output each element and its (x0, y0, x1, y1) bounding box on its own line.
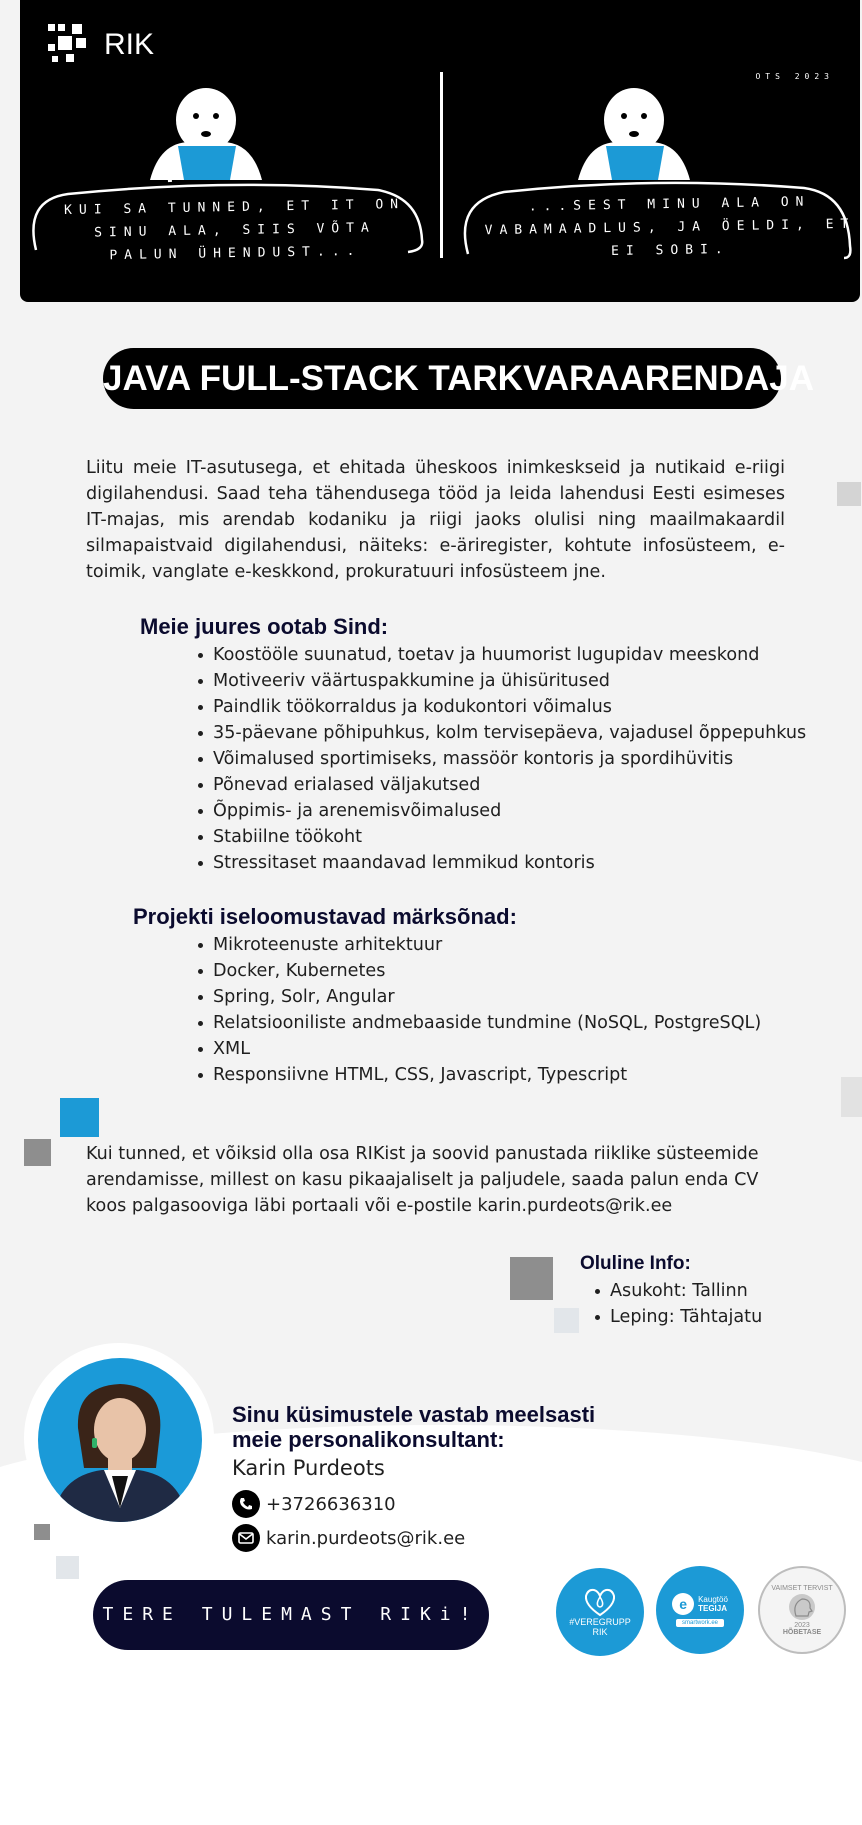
speech-text-right: ...SEST MINU ALA ON VABAMAADLUS, JA ÖELDI, ET EI SOBI. (484, 194, 856, 260)
phone-number[interactable]: +3726636310 (266, 1493, 396, 1515)
decor-square (554, 1308, 579, 1333)
list-item: Responsiivne HTML, CSS, Javascript, Typescript (197, 1062, 761, 1088)
comic-divider (440, 72, 443, 258)
logo-text: RIK (104, 28, 155, 61)
contact-phone[interactable] (232, 1490, 396, 1518)
list-item: Põnevad erialased väljakutsed (197, 772, 806, 798)
phone-icon (232, 1490, 260, 1518)
tervis-label: VAIMSET TERVIST (771, 1584, 833, 1592)
contact-email[interactable] (232, 1524, 465, 1552)
list-item: Asukoht: Tallinn (594, 1278, 762, 1304)
veregrupp-badge (556, 1568, 644, 1656)
kaugtoo-label: Kaugtöö (698, 1595, 728, 1604)
decor-square (34, 1524, 50, 1540)
info-heading: Oluline Info: (580, 1253, 691, 1274)
list-item: Stressitaset maandavad lemmikud kontoris (197, 850, 806, 876)
veregrupp-sub: RIK (592, 1627, 608, 1637)
heart-drop-icon (583, 1587, 617, 1617)
tervis-level: HÕBETASE (782, 1628, 822, 1636)
rik-logo (46, 22, 155, 74)
head-profile-icon (784, 1592, 820, 1622)
vaimne-tervis-badge (758, 1566, 846, 1654)
kaugtoo-badge (656, 1566, 744, 1654)
keywords-list (197, 932, 761, 1088)
contact-name: Karin Purdeots (232, 1456, 385, 1480)
job-title: JAVA FULL-STACK TARKVARAARENDAJA (103, 348, 781, 409)
list-item: XML (197, 1036, 761, 1062)
rik-logo-mark-icon (46, 22, 102, 70)
offer-list (197, 642, 806, 876)
decor-square (56, 1556, 79, 1579)
email-address[interactable]: karin.purdeots@rik.ee (266, 1527, 466, 1549)
decor-square (837, 482, 861, 506)
list-item: 35-päevane põhipuhkus, kolm tervisepäeva, vajadusel õppepuhkus (197, 720, 806, 746)
welcome-banner: TERE TULEMAST RIKi! (93, 1580, 489, 1650)
decor-square (841, 1077, 862, 1117)
decor-square-blue (60, 1098, 99, 1137)
list-item: Paindlik töökorraldus ja kodukontori võimalus (197, 694, 806, 720)
avatar (38, 1358, 202, 1522)
kaugtoo-logo-icon: e (672, 1593, 694, 1615)
list-item: Leping: Tähtajatu (594, 1304, 762, 1330)
character-right-illustration (548, 80, 728, 190)
comic-banner (20, 0, 860, 302)
list-item: Õppimis- ja arenemisvõimalused (197, 798, 806, 824)
mail-icon (232, 1524, 260, 1552)
info-list (594, 1278, 762, 1330)
list-item: Relatsiooniliste andmebaaside tundmine (NoSQL, PostgreSQL) (197, 1010, 761, 1036)
list-item: Docker, Kubernetes (197, 958, 761, 984)
kaugtoo-site: smartwork.ee (676, 1619, 724, 1627)
tervis-year: 2023 (794, 1621, 810, 1629)
person-silhouette-icon (38, 1358, 202, 1522)
contact-heading: Sinu küsimustele vastab meelsasti meie personalikonsultant: (232, 1402, 596, 1452)
offer-heading: Meie juures ootab Sind: (140, 614, 389, 639)
list-item: Spring, Solr, Angular (197, 984, 761, 1010)
veregrupp-label: #VEREGRUPP (569, 1617, 631, 1627)
list-item: Motiveeriv väärtuspakkumine ja ühisüritused (197, 668, 806, 694)
keywords-heading: Projekti iseloomustavad märksõnad: (133, 904, 517, 929)
list-item: Stabiilne töökoht (197, 824, 806, 850)
list-item: Mikroteenuste arhitektuur (197, 932, 761, 958)
intro-paragraph: Liitu meie IT-asutusega, et ehitada üheskoos inimkeskseid ja nutikaid e-riigi digilahendusi. Saad teha tähendusega tööd ja leida lahendusi Eesti esimeses IT-majas, mis arendab kodaniku ja riigi jaoks olulisi ning maailmakaardil silmapaistvaid digilahendusi, näiteks: e-äriregister, kohtute infosüsteem, e-toimik, vanglate e-keskkond, prokuratuuri infosüsteem jne. (86, 458, 785, 582)
character-left-illustration (120, 80, 300, 190)
list-item: Võimalused sportimiseks, massöör kontoris ja spordihüvitis (197, 746, 806, 772)
comic-signature: OTS 2023 (755, 72, 834, 81)
decor-square (24, 1139, 51, 1166)
list-item: Koostööle suunatud, toetav ja huumorist lugupidav meeskond (197, 642, 806, 668)
application-paragraph: Kui tunned, et võiksid olla osa RIKist ja soovid panustada riiklike süsteemide arendamisse, millest on kasu pikaajaliselt ja paljudele, saada palun enda CV koos palgasooviga läbi portaali või e-postile karin.purdeots@rik.ee (86, 1144, 759, 1216)
speech-text-left: KUI SA TUNNED, ET IT ON SINU ALA, SIIS VÕTA PALUN ÜHENDUST... (63, 197, 406, 264)
kaugtoo-sub: TEGIJA (698, 1604, 727, 1613)
decor-square (510, 1257, 553, 1300)
